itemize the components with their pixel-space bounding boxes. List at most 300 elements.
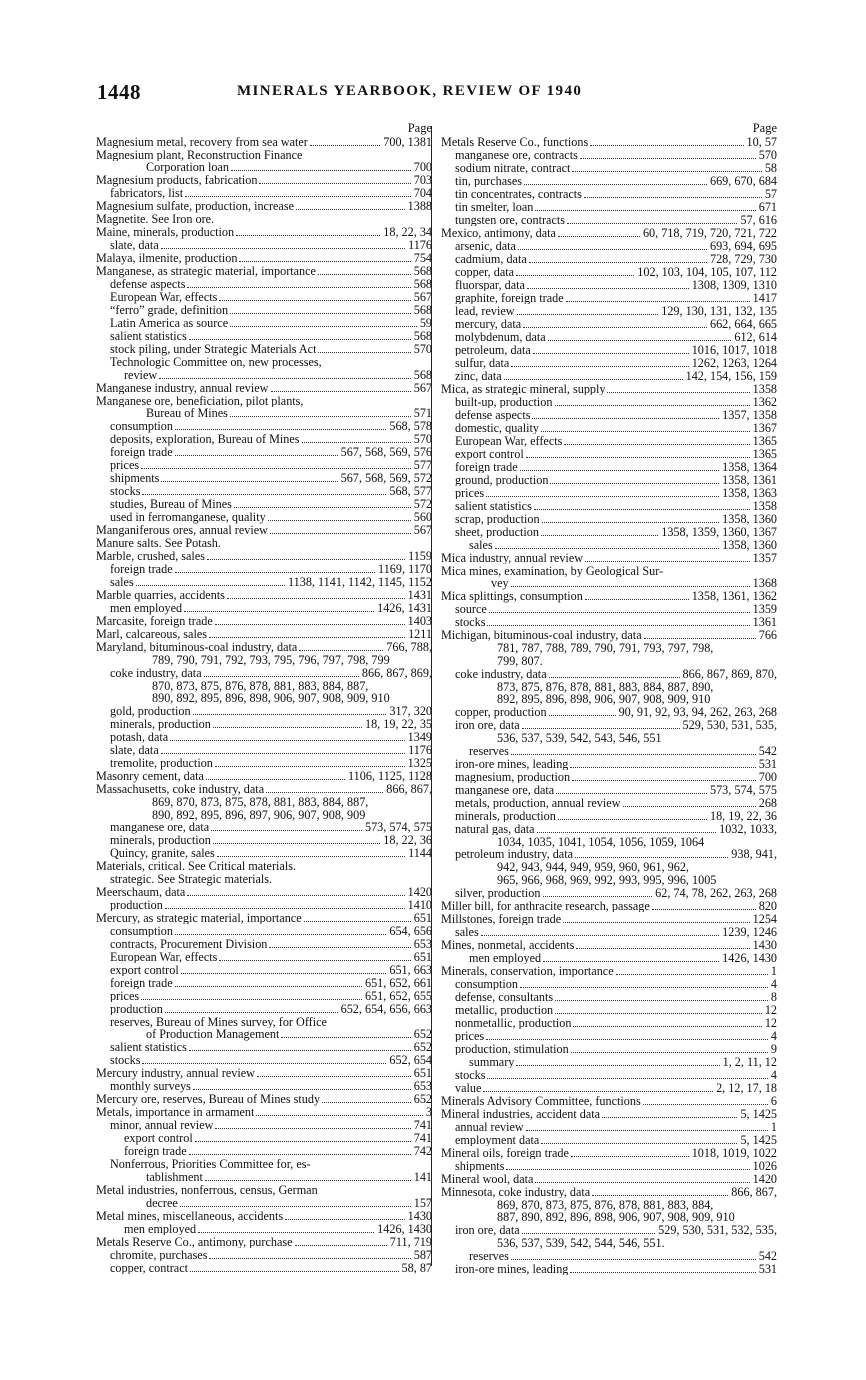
- index-entry: [441, 279, 777, 292]
- index-entry: [96, 899, 432, 912]
- index-page-refs: 568: [413, 263, 432, 278]
- index-entry-continuation: [441, 1211, 777, 1224]
- dot-leader: [572, 171, 761, 172]
- index-entry: [96, 886, 432, 899]
- index-page-refs: 57, 616: [740, 212, 777, 227]
- index-entry-text: foreign trade: [110, 446, 173, 459]
- dot-leader: [184, 611, 374, 612]
- index-entry-text: defense aspects: [455, 408, 531, 422]
- index-page-refs: 1358, 1364: [722, 459, 777, 474]
- dot-leader: [520, 987, 768, 988]
- dot-leader: [483, 1091, 713, 1092]
- index-entry-text: 942, 943, 944, 949, 959, 960, 961, 962,: [497, 860, 689, 875]
- index-page-refs: 700, 1381: [383, 134, 432, 149]
- index-entry-text: defense aspects: [110, 277, 186, 291]
- index-entry: [441, 1263, 777, 1276]
- index-page-refs: 653: [413, 1079, 432, 1094]
- index-page-refs: 651: [413, 1066, 432, 1081]
- index-entry-text: tungsten ore, contracts: [455, 213, 565, 227]
- dot-leader: [198, 1232, 374, 1233]
- index-entry-text: stocks: [455, 1068, 486, 1082]
- dot-leader: [576, 948, 749, 949]
- index-page-refs: 1410: [407, 897, 432, 912]
- index-entry-text: 781, 787, 788, 789, 790, 791, 793, 797, 798,: [497, 641, 714, 656]
- index-entry: [441, 253, 777, 266]
- index-page-refs: 1254: [752, 911, 777, 926]
- index-page-refs: 1426, 1431: [377, 600, 432, 615]
- dot-leader: [504, 379, 683, 380]
- dot-leader: [607, 392, 749, 393]
- index-entry: [96, 239, 432, 252]
- index-page-refs: 1417: [752, 290, 777, 305]
- index-page-refs: 2, 12, 17, 18: [716, 1080, 777, 1095]
- dot-leader: [592, 1195, 728, 1196]
- dot-leader: [535, 1182, 749, 1183]
- dot-leader: [296, 209, 405, 210]
- index-entry-text: petroleum industry, data: [455, 848, 574, 861]
- index-entry-text: strategic. See Strategic materials.: [110, 872, 273, 886]
- index-entry-text: graphite, foreign trade: [455, 291, 564, 305]
- dot-leader: [534, 509, 750, 510]
- dot-leader: [207, 559, 405, 560]
- dot-leader: [541, 535, 658, 536]
- dot-leader: [495, 548, 719, 549]
- dot-leader: [161, 481, 337, 482]
- index-entry-text: 869, 870, 873, 875, 876, 878, 881, 883, 884,: [497, 1197, 714, 1212]
- index-entry: [96, 1080, 432, 1093]
- dot-leader: [524, 184, 707, 185]
- index-entry: [96, 174, 432, 187]
- index-entry: [441, 201, 777, 214]
- index-entry: [441, 771, 777, 784]
- index-entry: [96, 550, 432, 563]
- index-page-refs: 1358, 1360: [722, 537, 777, 552]
- dot-leader: [219, 960, 410, 961]
- dot-leader: [623, 806, 756, 807]
- index-entry-text: Mica industry, annual review: [441, 551, 584, 565]
- index-entry-text: source: [455, 603, 487, 616]
- index-page-refs: 1325: [407, 755, 432, 770]
- index-page-refs: 18, 22, 34: [383, 224, 432, 239]
- index-entry: [441, 603, 777, 616]
- dot-leader: [266, 792, 383, 793]
- index-page-refs: 560: [413, 510, 432, 525]
- index-page-refs: 58, 87: [401, 1260, 432, 1275]
- index-entry: [96, 226, 432, 239]
- index-entry: [441, 1095, 777, 1108]
- dot-leader: [535, 210, 755, 211]
- dot-leader: [310, 145, 380, 146]
- index-entry: [96, 705, 432, 718]
- dot-leader: [487, 1078, 767, 1079]
- dot-leader: [558, 236, 640, 237]
- dot-leader: [506, 1169, 749, 1170]
- index-entry: [96, 369, 432, 382]
- index-entry-text: “ferro” grade, definition: [110, 303, 229, 317]
- dot-leader: [230, 416, 411, 417]
- index-entry: [441, 1004, 777, 1017]
- dot-leader: [523, 327, 707, 328]
- index-entry: [96, 990, 432, 1003]
- index-entry: [96, 1210, 432, 1223]
- index-page-refs: 5, 1425: [740, 1132, 777, 1147]
- index-page-refs: 651: [413, 910, 432, 925]
- index-entry-text: deposits, exploration, Bureau of Mines: [110, 433, 300, 446]
- dot-leader: [520, 470, 720, 471]
- index-entry: [441, 539, 777, 552]
- index-entry: [441, 422, 777, 435]
- dot-leader: [193, 714, 387, 715]
- dot-leader: [165, 908, 405, 909]
- index-entry: [441, 1121, 777, 1134]
- index-entry-continuation: [441, 874, 777, 887]
- index-entry: [96, 1093, 432, 1106]
- index-entry-text: Mineral wool, data: [441, 1172, 534, 1186]
- index-entry: [441, 1147, 777, 1160]
- index-entry-text: men employed: [469, 951, 542, 965]
- index-entry: [441, 266, 777, 279]
- index-page-refs: 529, 530, 531, 532, 535,: [658, 1222, 777, 1237]
- dot-leader: [527, 288, 689, 289]
- index-entry-text: consumption: [110, 924, 173, 938]
- index-entry-text: copper, contract: [110, 1261, 189, 1275]
- index-page-refs: 567: [413, 523, 432, 538]
- index-entry: [96, 1067, 432, 1080]
- index-entry-text: sodium nitrate, contract: [455, 161, 571, 175]
- index-page-refs: 1361: [752, 615, 777, 630]
- index-entry-text: shipments: [455, 1159, 505, 1173]
- index-entry: [441, 162, 777, 175]
- index-entry: [441, 487, 777, 500]
- index-page-refs: 3: [425, 1105, 432, 1120]
- index-page-refs: 59: [419, 315, 432, 330]
- index-entry-text: stocks: [110, 485, 141, 498]
- dot-leader: [644, 638, 756, 639]
- index-entry-text: tin smelter, loan: [455, 200, 534, 214]
- index-entry-text: production: [110, 1002, 163, 1016]
- index-entry-text: foreign trade: [124, 1145, 187, 1158]
- dot-leader: [549, 715, 616, 716]
- index-entry: [441, 784, 777, 797]
- index-page-refs: 1430: [407, 1208, 432, 1223]
- index-entry: [96, 1016, 432, 1029]
- index-page-refs: 568: [413, 276, 432, 291]
- index-entry: [96, 149, 432, 162]
- dot-leader: [541, 431, 750, 432]
- index-entry-text: Miller bill, for anthracite research, passage: [441, 899, 650, 913]
- index-entry-text: tin, purchases: [455, 174, 523, 188]
- index-page-refs: 129, 130, 131, 132, 135: [661, 303, 777, 318]
- index-entry: [96, 873, 432, 886]
- index-page-refs: 60, 718, 719, 720, 721, 722: [642, 225, 777, 240]
- index-entry-text: defense, consultants: [455, 990, 554, 1004]
- index-entry-text: Manganiferous ores, annual review: [96, 524, 268, 537]
- index-entry-text: value: [455, 1081, 482, 1095]
- index-entry: [96, 847, 432, 860]
- dot-leader: [161, 248, 405, 249]
- index-entry: [441, 461, 777, 474]
- index-page-refs: 9: [770, 1041, 777, 1056]
- index-entry-text: iron-ore mines, leading: [455, 1262, 569, 1276]
- index-page-refs: 671: [758, 199, 777, 214]
- index-page-refs: 1358, 1359, 1360, 1367: [661, 524, 777, 539]
- index-page-refs: 703: [413, 173, 432, 188]
- index-entry-text: shipments: [110, 472, 160, 485]
- index-entry-text: Marcasite, foreign trade: [96, 614, 213, 628]
- index-page-refs: 652: [413, 1027, 432, 1042]
- index-page-refs: 1159: [408, 548, 432, 563]
- index-page-refs: 728, 729, 730: [709, 251, 777, 266]
- index-entry: [441, 745, 777, 758]
- index-page-refs: 1211: [408, 626, 432, 641]
- index-entry: [96, 136, 432, 149]
- dot-leader: [175, 986, 362, 987]
- index-entry-text: minerals, production: [455, 809, 556, 823]
- index-entry: [441, 590, 777, 603]
- index-entry-text: Corporation loan: [146, 161, 229, 174]
- index-page-refs: 866, 867,: [386, 781, 432, 796]
- index-entry: [96, 576, 432, 589]
- index-page-refs: 10, 57: [746, 134, 777, 149]
- dot-leader: [227, 598, 405, 599]
- index-entry-text: sales: [455, 925, 479, 939]
- index-entry-text: Masonry cement, data: [96, 769, 204, 783]
- index-page-refs: 652: [413, 1092, 432, 1107]
- index-entry-text: copper, production: [455, 705, 547, 719]
- dot-leader: [616, 974, 768, 975]
- index-entry-text: Mexico, antimony, data: [441, 226, 556, 240]
- index-entry-text: Mercury, as strategic material, importance: [96, 911, 302, 925]
- index-entry: [441, 1108, 777, 1121]
- dot-leader: [522, 728, 680, 729]
- index-entry: [96, 1132, 432, 1145]
- index-page-refs: 652, 654: [389, 1053, 432, 1068]
- index-page-refs: 570: [758, 147, 777, 162]
- index-entry: [96, 252, 432, 265]
- index-entry-text: Metals Reserve Co., antimony, purchase: [96, 1235, 293, 1249]
- index-entry: [441, 1250, 777, 1263]
- index-page-refs: 542: [758, 743, 777, 758]
- index-entry-continuation: [441, 732, 777, 745]
- index-entry-text: Manure salts. See Potash.: [96, 537, 221, 550]
- index-entry-text: arsenic, data: [455, 239, 516, 253]
- index-page-refs: 567, 568, 569, 576: [340, 445, 432, 460]
- dot-leader: [209, 637, 405, 638]
- index-entry-text: zinc, data: [455, 369, 502, 383]
- index-entry-text: sulfur, data: [455, 356, 510, 370]
- index-page-refs: 1431: [407, 587, 432, 602]
- index-entry: [96, 821, 432, 834]
- dot-leader: [270, 533, 411, 534]
- index-entry-text: salient statistics: [110, 1041, 187, 1054]
- dot-leader: [187, 287, 410, 288]
- index-entry: [441, 1030, 777, 1043]
- index-entry: [441, 1082, 777, 1095]
- index-entry-text: Mercury ore, reserves, Bureau of Mines study: [96, 1093, 321, 1106]
- index-entry: [96, 744, 432, 757]
- index-entry: [96, 718, 432, 731]
- dot-leader: [517, 314, 659, 315]
- index-page-refs: 567: [413, 380, 432, 395]
- index-entry: [96, 1054, 432, 1067]
- dot-leader: [533, 353, 689, 354]
- index-entry-text: 965, 966, 968, 969, 992, 993, 995, 996, 1005: [497, 872, 717, 887]
- index-entry-text: slate, data: [110, 238, 159, 252]
- index-entry-text: metals, production, annual review: [455, 796, 621, 810]
- index-entry-text: coke industry, data: [110, 666, 202, 680]
- dot-leader: [213, 843, 380, 844]
- index-page-refs: 1032, 1033,: [719, 821, 777, 836]
- index-entry: [96, 563, 432, 576]
- index-entry-text: Marl, calcareous, sales: [96, 627, 207, 641]
- index-page-refs: 1169, 1170: [378, 561, 432, 576]
- index-page-refs: 531: [758, 756, 777, 771]
- index-entry-continuation: [441, 1237, 777, 1250]
- index-entry: [441, 991, 777, 1004]
- index-entry-text: petroleum, data: [455, 343, 531, 357]
- index-page-refs: 1358, 1361, 1362: [691, 589, 777, 604]
- index-entry-text: export control: [124, 1132, 193, 1145]
- index-entry: [96, 977, 432, 990]
- index-page-refs: 1426, 1430: [722, 950, 777, 965]
- index-entry: [441, 1056, 777, 1069]
- index-entry: [441, 136, 777, 149]
- dot-leader: [181, 973, 387, 974]
- dot-leader: [532, 418, 719, 419]
- index-entry-text: annual review: [455, 1120, 524, 1134]
- dot-leader: [259, 183, 410, 184]
- index-entry: [96, 964, 432, 977]
- index-page-refs: 268: [758, 795, 777, 810]
- index-page-refs: 1262, 1263, 1264: [691, 355, 777, 370]
- index-entry: [96, 1236, 432, 1249]
- dot-leader: [567, 223, 737, 224]
- index-page-refs: 754: [413, 250, 432, 265]
- index-page-refs: 90, 91, 92, 93, 94, 262, 263, 268: [618, 704, 777, 719]
- index-entry-text: Marble quarries, accidents: [96, 588, 225, 602]
- index-entry-text: Minerals, conservation, importance: [441, 964, 614, 978]
- dot-leader: [268, 520, 411, 521]
- index-entry: [441, 939, 777, 952]
- index-entry: [441, 448, 777, 461]
- dot-leader: [142, 494, 386, 495]
- index-entry: [96, 537, 432, 550]
- dot-leader: [541, 1143, 737, 1144]
- index-entry-text: Marble, crushed, sales: [96, 549, 205, 563]
- dot-leader: [185, 196, 411, 197]
- index-entry-text: minerals, production: [110, 834, 211, 847]
- index-entry-text: Metal mines, miscellaneous, accidents: [96, 1209, 284, 1223]
- index-page-refs: 572: [413, 497, 432, 512]
- index-page-refs: 587: [413, 1247, 432, 1262]
- index-entry-text: cadmium, data: [455, 252, 527, 266]
- index-page-refs: 18, 19, 22, 35: [364, 716, 432, 731]
- dot-leader: [602, 1117, 737, 1118]
- dot-leader: [206, 779, 345, 780]
- index-entry: [441, 370, 777, 383]
- dot-leader: [175, 934, 386, 935]
- index-entry-text: gold, production: [110, 704, 191, 718]
- index-page-refs: 58: [764, 160, 777, 175]
- dot-leader: [302, 442, 411, 443]
- index-entry-text: ground, production: [455, 473, 549, 487]
- index-entry: [96, 407, 432, 420]
- index-entry-text: prices: [455, 486, 485, 500]
- dot-leader: [542, 522, 720, 523]
- index-page-refs: 4: [770, 976, 777, 991]
- index-page-refs: 938, 941,: [731, 847, 777, 862]
- index-entry: [441, 810, 777, 823]
- index-page-refs: 567, 568, 569, 572: [340, 471, 432, 486]
- index-page-refs: 652: [413, 1040, 432, 1055]
- index-page-refs: 4: [770, 1067, 777, 1082]
- index-entry: [96, 356, 432, 369]
- index-page-refs: 1359: [752, 602, 777, 617]
- index-page-refs: 700: [413, 160, 432, 175]
- index-page-refs: 662, 664, 665: [709, 316, 777, 331]
- index-entry: [96, 925, 432, 938]
- index-page-refs: 820: [758, 898, 777, 913]
- dot-leader: [234, 507, 411, 508]
- index-entry: [441, 887, 777, 900]
- index-entry: [96, 834, 432, 847]
- index-page-refs: 18, 22, 36: [383, 833, 432, 848]
- dot-leader: [555, 1013, 762, 1014]
- column-heading-page: Page: [752, 121, 777, 135]
- index-entry-text: Bureau of Mines: [146, 407, 228, 420]
- index-entry-text: 789, 790, 791, 792, 793, 795, 796, 797, 798, 799: [152, 652, 390, 667]
- index-entry: [96, 200, 432, 213]
- index-page-refs: 693, 694, 695: [709, 238, 777, 253]
- index-entry: [96, 1003, 432, 1016]
- index-entry-text: stocks: [455, 616, 486, 629]
- index-entry: [96, 511, 432, 524]
- dot-leader: [271, 391, 411, 392]
- index-entry-text: minor, annual review: [110, 1119, 214, 1132]
- dot-leader: [543, 961, 719, 962]
- index-page-refs: 142, 154, 156, 159: [685, 368, 777, 383]
- dot-leader: [190, 1271, 399, 1272]
- dot-leader: [189, 339, 411, 340]
- dot-leader: [141, 468, 411, 469]
- index-entry: [441, 952, 777, 965]
- dot-leader: [489, 612, 750, 613]
- index-entry-text: 892, 895, 896, 898, 906, 907, 908, 909, 910: [497, 692, 711, 707]
- index-page-refs: 567: [413, 289, 432, 304]
- index-entry: [96, 343, 432, 356]
- index-entry-text: sales: [110, 575, 134, 589]
- dot-leader: [175, 572, 375, 573]
- index-page-refs: 742: [413, 1144, 432, 1159]
- index-page-refs: 1176: [408, 237, 432, 252]
- dot-leader: [161, 753, 405, 754]
- index-page-refs: 570: [413, 341, 432, 356]
- index-entry: [441, 435, 777, 448]
- index-page-refs: 573, 574, 575: [709, 782, 777, 797]
- index-page-refs: 12: [764, 1002, 777, 1017]
- dot-leader: [215, 624, 405, 625]
- dot-leader: [217, 856, 405, 857]
- index-page-refs: 568, 577: [389, 484, 432, 499]
- index-entry-text: salient statistics: [455, 499, 532, 513]
- dot-leader: [585, 599, 689, 600]
- index-page-refs: 1420: [407, 884, 432, 899]
- dot-leader: [516, 1065, 719, 1066]
- index-page-refs: 1358, 1360: [722, 511, 777, 526]
- index-entry: [96, 1041, 432, 1054]
- index-entry: [96, 615, 432, 628]
- index-entry: [441, 900, 777, 913]
